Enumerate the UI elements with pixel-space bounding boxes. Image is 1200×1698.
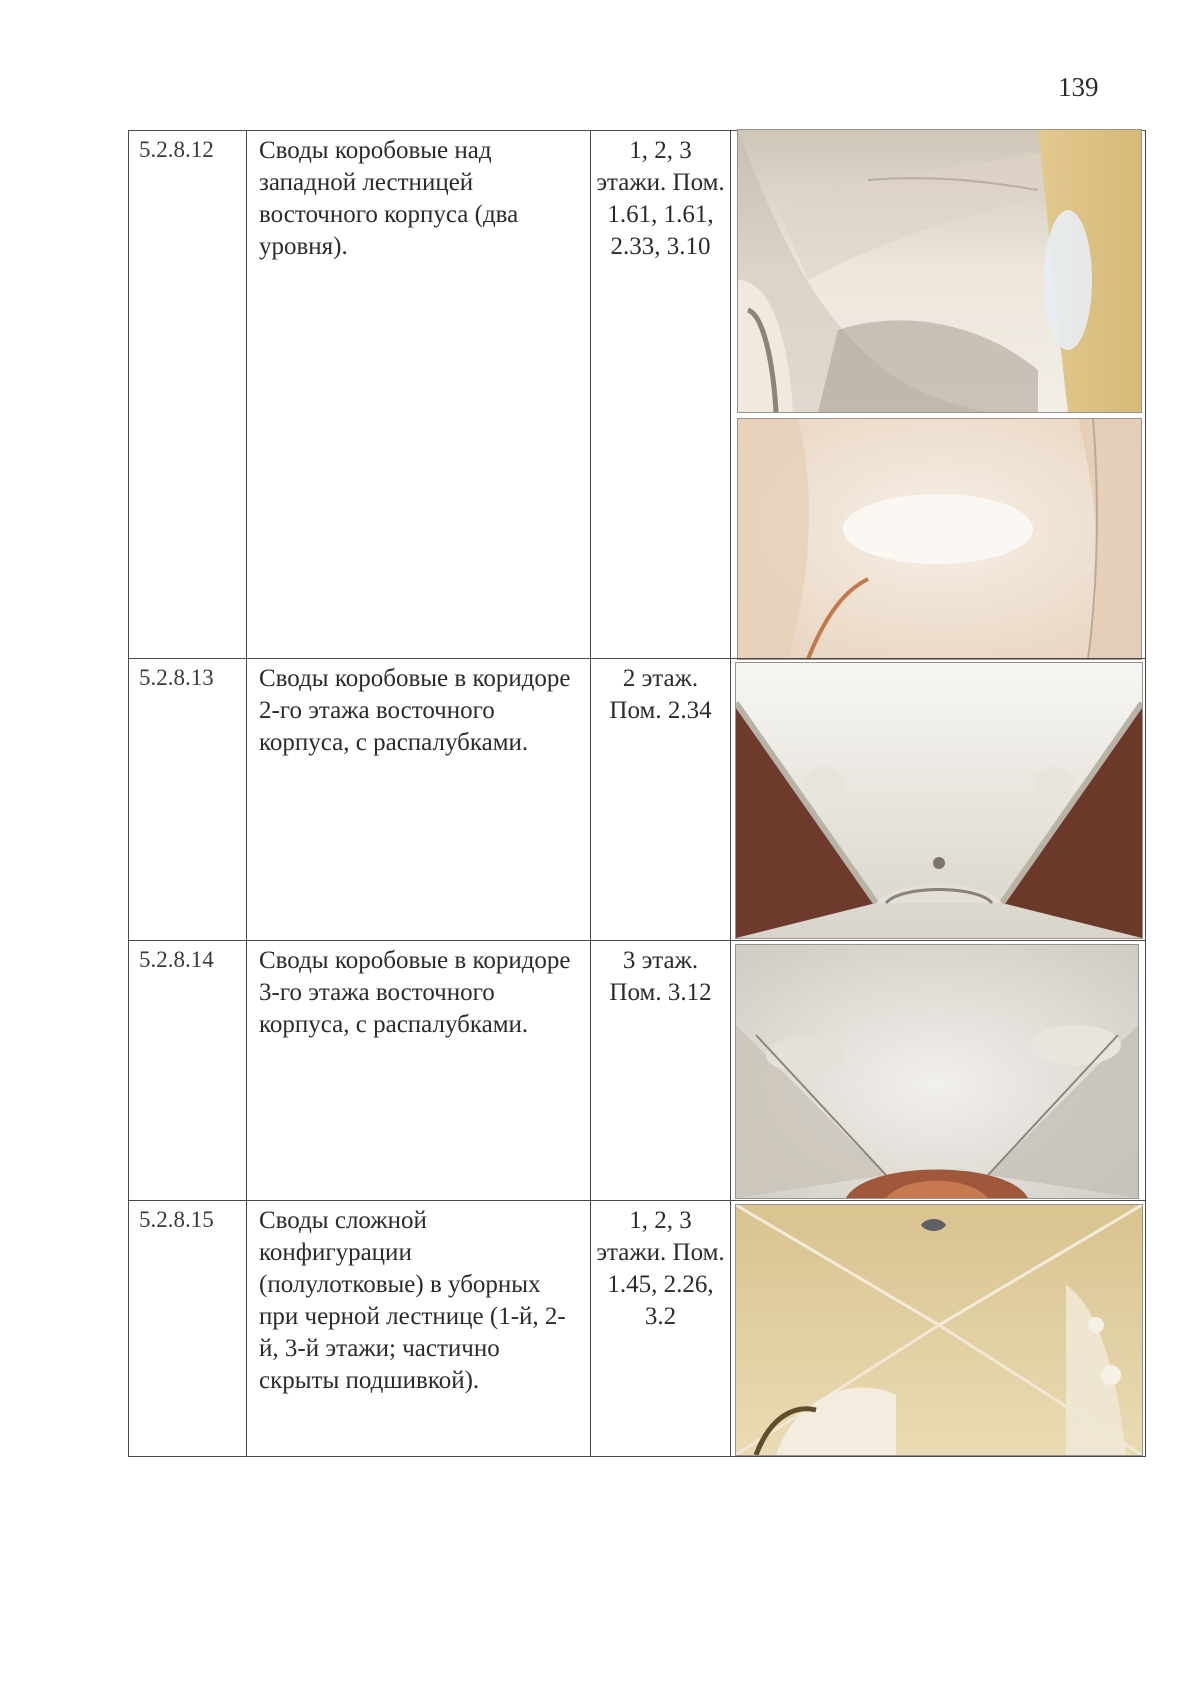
row-location: 1, 2, 3 этажи. Пом. 1.61, 1.61, 2.33, 3.10 — [590, 131, 730, 658]
row-id: 5.2.8.13 — [128, 659, 246, 940]
vault-photo — [737, 418, 1142, 660]
row-description: Своды сложной конфигурации (полулотковые) в уборных при черной лестнице (1-й, 2-й, 3-й этажи; частично скрыты подшивкой). — [246, 1201, 590, 1456]
table-row — [128, 940, 1146, 1200]
row-id: 5.2.8.14 — [128, 941, 246, 1200]
row-location: 1, 2, 3 этажи. Пом. 1.45, 2.26, 3.2 — [590, 1201, 730, 1456]
row-photos — [730, 131, 1146, 658]
vault-photo — [735, 662, 1143, 939]
page-number: 139 — [1058, 72, 1099, 102]
row-photos — [730, 1201, 1146, 1456]
vault-photo — [737, 129, 1142, 413]
row-description: Своды коробовые в коридоре 2-го этажа восточного корпуса, с распалубками. — [246, 659, 590, 940]
row-location: 2 этаж. Пом. 2.34 — [590, 659, 730, 940]
table-row — [128, 130, 1146, 658]
row-photos — [730, 659, 1146, 940]
vaults-table — [128, 130, 1146, 1557]
table-row — [128, 1200, 1146, 1457]
row-id: 5.2.8.15 — [128, 1201, 246, 1456]
row-description: Своды коробовые в коридоре 3-го этажа восточного корпуса, с распалубками. — [246, 941, 590, 1200]
vault-photo — [735, 944, 1139, 1199]
vault-photo — [735, 1204, 1143, 1456]
table-row — [128, 658, 1146, 940]
row-photos — [730, 941, 1146, 1200]
row-location: 3 этаж. Пом. 3.12 — [590, 941, 730, 1200]
row-id: 5.2.8.12 — [128, 131, 246, 658]
row-description: Своды коробовые над западной лестницей восточного корпуса (два уровня). — [246, 131, 590, 658]
